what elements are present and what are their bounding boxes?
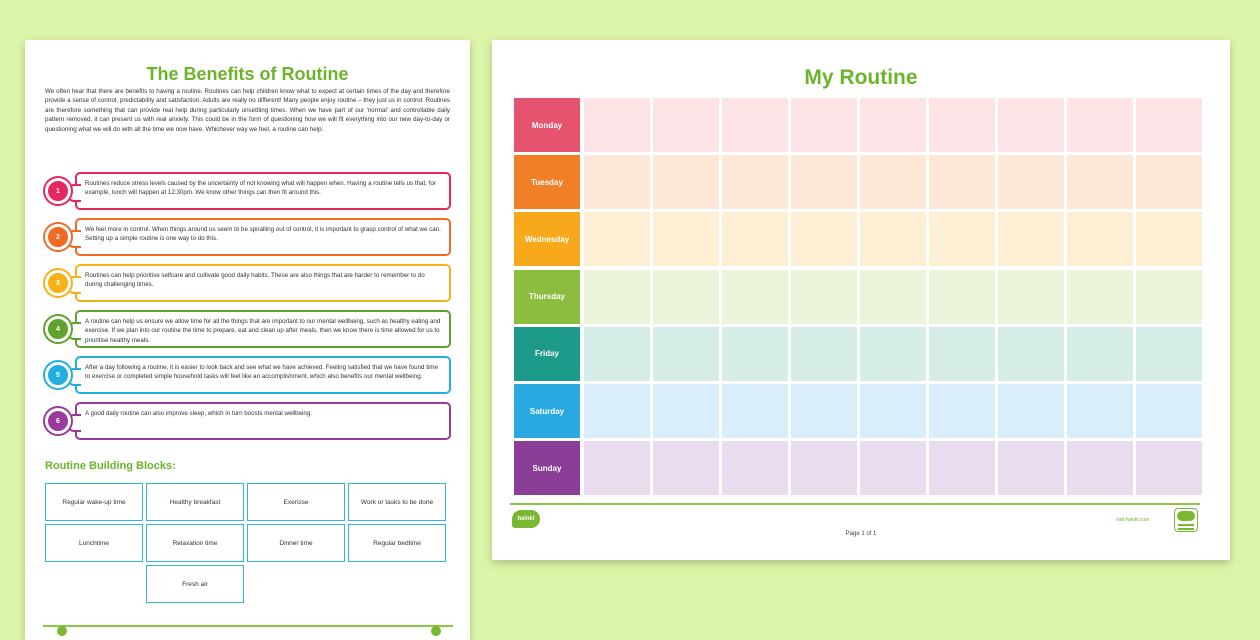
footer-divider <box>510 503 1200 505</box>
benefit-item <box>43 402 453 442</box>
routine-cell[interactable] <box>722 441 788 495</box>
blocks-heading: Routine Building Blocks: <box>45 460 176 472</box>
routine-cell[interactable] <box>1136 212 1202 266</box>
routine-cell[interactable] <box>1136 270 1202 324</box>
routine-cell[interactable] <box>998 384 1064 438</box>
routine-cell[interactable] <box>722 384 788 438</box>
benefit-text: After a day following a routine, it is easier to look back and see what we have achieved. Feeling satisfied that we have found time to exercise or completed simple household tasks will feel like an accomplishment, which also benefits our mental wellbeing. <box>85 364 438 381</box>
routine-cell[interactable] <box>791 441 857 495</box>
benefit-number-badge: 6 <box>45 408 71 434</box>
routine-cell[interactable] <box>584 384 650 438</box>
benefit-text: Routines can help prioritise selfcare and cultivate good daily habits. These are also things that are harder to remember to do during challenging times. <box>85 272 425 289</box>
day-label-saturday: Saturday <box>514 384 580 438</box>
building-block-cell: Relaxation time <box>146 524 244 562</box>
footer-logo-dot <box>431 626 441 636</box>
footer-logo-dot <box>57 626 67 636</box>
routine-cell[interactable] <box>998 98 1064 152</box>
benefit-box <box>75 310 451 348</box>
benefit-box <box>75 356 451 394</box>
routine-cell[interactable] <box>860 270 926 324</box>
benefit-text: A good daily routine can also improve sleep, which in turn boosts mental wellbeing. <box>85 410 313 417</box>
benefits-title: The Benefits of Routine <box>146 64 349 84</box>
routine-cell[interactable] <box>1136 155 1202 209</box>
routine-cell[interactable] <box>791 98 857 152</box>
routine-cell[interactable] <box>998 155 1064 209</box>
day-label-friday: Friday <box>514 327 580 381</box>
routine-cell[interactable] <box>584 327 650 381</box>
routine-cell[interactable] <box>860 212 926 266</box>
routine-cell[interactable] <box>653 384 719 438</box>
benefit-item <box>43 172 453 212</box>
building-block-cell: Lunchtime <box>45 524 143 562</box>
benefit-number-badge: 5 <box>45 362 71 388</box>
routine-cell[interactable] <box>1067 384 1133 438</box>
routine-cell[interactable] <box>584 155 650 209</box>
building-block-cell: Regular wake-up time <box>45 483 143 521</box>
intro-paragraph: We often hear that there are benefits to having a routine. Routines can help children know what to expect at certain times of the day and therefore provide a sense of control, predictability and satisfaction. Adults are really no different! Many people enjoy routine – they just us in control. Routines are therefore something that can provide real help during particularly unsettling times. When we have part of our 'normal' and controllable daily pattern removed, it can present us with real anxiety. This could be in the form of questioning how we will fit everything into our new day-to-day or questioning what we will do with all the time we now have. Whichever way we feel, a routine can help. <box>45 88 450 133</box>
my-routine-sheet <box>492 40 1230 560</box>
day-label-wednesday: Wednesday <box>514 212 580 266</box>
benefit-box <box>75 172 451 210</box>
routine-cell[interactable] <box>929 270 995 324</box>
benefit-item <box>43 310 453 350</box>
footer-divider <box>43 625 453 627</box>
routine-cell[interactable] <box>653 327 719 381</box>
routine-cell[interactable] <box>722 155 788 209</box>
routine-cell[interactable] <box>1067 98 1133 152</box>
routine-cell[interactable] <box>860 98 926 152</box>
routine-cell[interactable] <box>584 98 650 152</box>
building-block-cell: Regular bedtime <box>348 524 446 562</box>
routine-cell[interactable] <box>791 327 857 381</box>
routine-cell[interactable] <box>722 98 788 152</box>
benefit-item <box>43 218 453 258</box>
routine-cell[interactable] <box>1136 98 1202 152</box>
routine-cell[interactable] <box>791 212 857 266</box>
day-label-sunday: Sunday <box>514 441 580 495</box>
building-block-cell: Exercise <box>247 483 345 521</box>
routine-cell[interactable] <box>929 327 995 381</box>
routine-cell[interactable] <box>929 441 995 495</box>
routine-cell[interactable] <box>722 327 788 381</box>
routine-cell[interactable] <box>929 384 995 438</box>
day-label-monday: Monday <box>514 98 580 152</box>
routine-cell[interactable] <box>860 441 926 495</box>
day-label-thursday: Thursday <box>514 270 580 324</box>
routine-cell[interactable] <box>653 98 719 152</box>
routine-cell[interactable] <box>860 155 926 209</box>
routine-cell[interactable] <box>1067 327 1133 381</box>
benefit-box <box>75 402 451 440</box>
routine-cell[interactable] <box>791 270 857 324</box>
routine-cell[interactable] <box>653 212 719 266</box>
routine-cell[interactable] <box>1067 155 1133 209</box>
page-number: Page 1 of 1 <box>845 531 877 537</box>
benefit-box <box>75 218 451 256</box>
benefit-text: A routine can help us ensure we allow time for all the things that are important to our mental wellbeing, such as healthy eating and exercise. If we plan into our routine the time to prepare, eat and clean up after meals, then we know there is time allowed for us to prioritise healthy meals. <box>85 318 441 344</box>
routine-cell[interactable] <box>653 155 719 209</box>
benefit-item <box>43 264 453 304</box>
routine-cell[interactable] <box>722 212 788 266</box>
building-block-cell: Dinner time <box>247 524 345 562</box>
site-url: visit twinkl.com <box>1116 517 1150 523</box>
building-block-cell: Healthy breakfast <box>146 483 244 521</box>
routine-cell[interactable] <box>791 384 857 438</box>
routine-cell[interactable] <box>929 212 995 266</box>
routine-cell[interactable] <box>1136 384 1202 438</box>
routine-cell[interactable] <box>791 155 857 209</box>
twinkl-badge-icon <box>1174 508 1198 532</box>
routine-cell[interactable] <box>1067 212 1133 266</box>
benefit-number-badge: 2 <box>45 224 71 250</box>
benefit-text: We feel more in control. When things around us seem to be spiralling out of control, it is important to grasp control of what we can. Setting up a simple routine is one way to do this. <box>85 226 441 243</box>
routine-cell[interactable] <box>860 384 926 438</box>
routine-cell[interactable] <box>1067 270 1133 324</box>
routine-cell[interactable] <box>929 155 995 209</box>
routine-cell[interactable] <box>1067 441 1133 495</box>
building-block-cell: Work or tasks to be done <box>348 483 446 521</box>
routine-cell[interactable] <box>584 441 650 495</box>
routine-cell[interactable] <box>1136 441 1202 495</box>
routine-cell[interactable] <box>860 327 926 381</box>
benefit-item <box>43 356 453 396</box>
benefit-box <box>75 264 451 302</box>
my-routine-title: My Routine <box>804 66 918 89</box>
routine-cell[interactable] <box>998 327 1064 381</box>
routine-cell[interactable] <box>998 212 1064 266</box>
routine-cell[interactable] <box>584 212 650 266</box>
benefit-text: Routines reduce stress levels caused by the uncertainty of not knowing what will happen when. Having a routine tells us that, for example, lunch will happen at 12:30pm. We know other things can then fit around this. <box>85 180 436 197</box>
twinkl-logo-icon: twinkl <box>512 510 540 528</box>
routine-cell[interactable] <box>653 441 719 495</box>
routine-cell[interactable] <box>1136 327 1202 381</box>
benefit-number-badge: 1 <box>45 178 71 204</box>
routine-cell[interactable] <box>653 270 719 324</box>
building-block-cell: Fresh air <box>146 565 244 603</box>
routine-cell[interactable] <box>722 270 788 324</box>
routine-cell[interactable] <box>998 441 1064 495</box>
benefits-of-routine-sheet <box>25 40 470 640</box>
benefit-number-badge: 3 <box>45 270 71 296</box>
routine-cell[interactable] <box>998 270 1064 324</box>
routine-cell[interactable] <box>584 270 650 324</box>
routine-cell[interactable] <box>929 98 995 152</box>
benefit-number-badge: 4 <box>45 316 71 342</box>
day-label-tuesday: Tuesday <box>514 155 580 209</box>
